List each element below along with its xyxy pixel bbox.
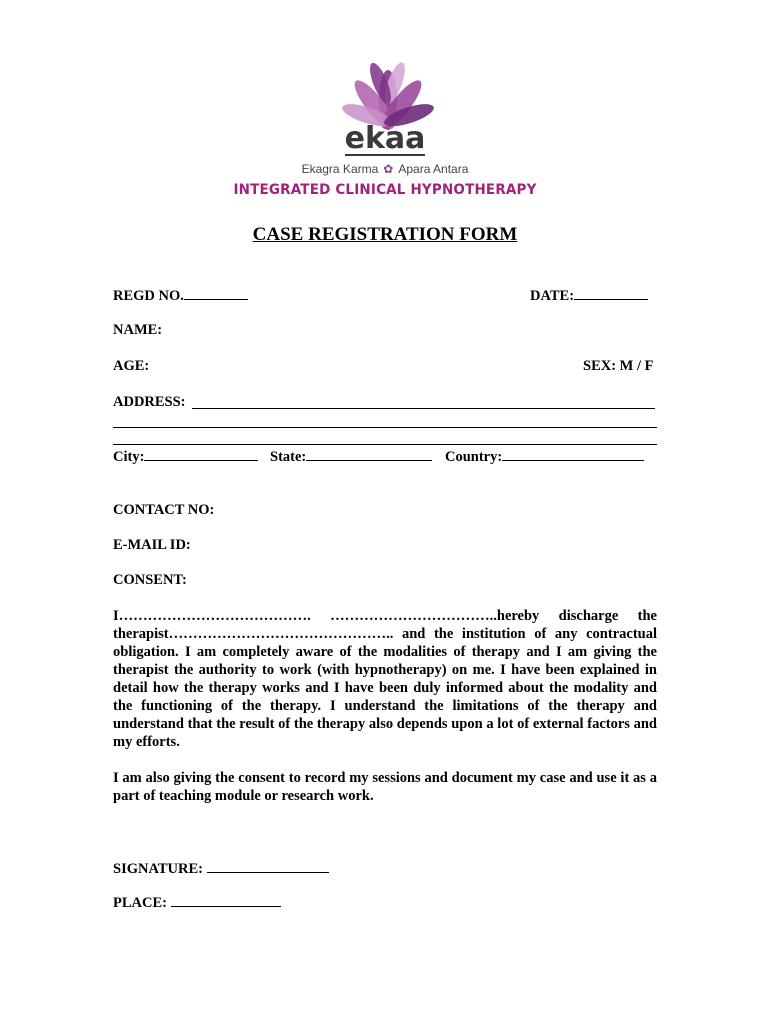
name-label: NAME: — [113, 322, 163, 338]
state-blank[interactable] — [306, 448, 432, 461]
city-label: City: — [113, 449, 145, 465]
city-field[interactable] — [113, 448, 258, 466]
place-field[interactable] — [113, 894, 281, 912]
regd-no-field[interactable] — [113, 287, 248, 305]
state-field[interactable] — [270, 448, 432, 466]
regd-no-label: REGD NO. — [113, 288, 184, 304]
signature-blank[interactable] — [207, 860, 329, 873]
consent-paragraph: I…………………………………. ……………………………..hereby discharge the therapist……………………………………….. and the institution of any contractual obligation. I am completely aware of the modalities of therapy and I am giving the therapist the authority to work (with hypnotherapy) on me. I have been explained in detail how the therapy works and I have been duly informed about the modality and the functioning of the therapy. I understand the limitations of the therapy and understand that the result of the therapy also depends upon a lot of external factors and my efforts. — [113, 608, 657, 750]
tagline-right: Apara Antara — [398, 162, 469, 176]
brand-line: INTEGRATED CLINICAL HYPNOTHERAPY — [233, 182, 537, 198]
flower-icon: ✿ — [383, 162, 394, 176]
place-blank[interactable] — [171, 894, 281, 907]
date-field[interactable] — [530, 287, 648, 305]
address-field[interactable] — [113, 394, 186, 411]
country-label: Country: — [445, 449, 503, 465]
place-label: PLACE: — [113, 895, 167, 911]
signature-label: SIGNATURE: — [113, 861, 203, 877]
address-line-3[interactable] — [113, 444, 657, 445]
signature-field[interactable] — [113, 860, 329, 878]
city-blank[interactable] — [144, 448, 258, 461]
address-line-1[interactable] — [192, 408, 655, 409]
regd-no-blank[interactable] — [184, 287, 248, 300]
date-label: DATE: — [530, 288, 575, 304]
brand-wordmark: ekaa — [344, 121, 426, 156]
address-label: ADDRESS: — [113, 394, 186, 410]
page-title: CASE REGISTRATION FORM — [252, 224, 518, 245]
state-label: State: — [270, 449, 307, 465]
consent-label: CONSENT: — [113, 572, 187, 588]
age-label: AGE: — [113, 358, 150, 374]
country-field[interactable] — [445, 448, 644, 466]
country-blank[interactable] — [502, 448, 644, 461]
date-blank[interactable] — [574, 287, 648, 300]
brand-tagline — [0, 162, 770, 176]
address-line-2[interactable] — [113, 427, 657, 428]
contact-label: CONTACT NO: — [113, 502, 215, 518]
email-label: E-MAIL ID: — [113, 537, 191, 553]
consent-paragraph-2: I am also giving the consent to record my sessions and document my case and use it as a part of teaching module or research work. — [113, 770, 657, 804]
tagline-left: Ekagra Karma — [301, 162, 379, 176]
sex-label: SEX: M / F — [583, 358, 654, 374]
